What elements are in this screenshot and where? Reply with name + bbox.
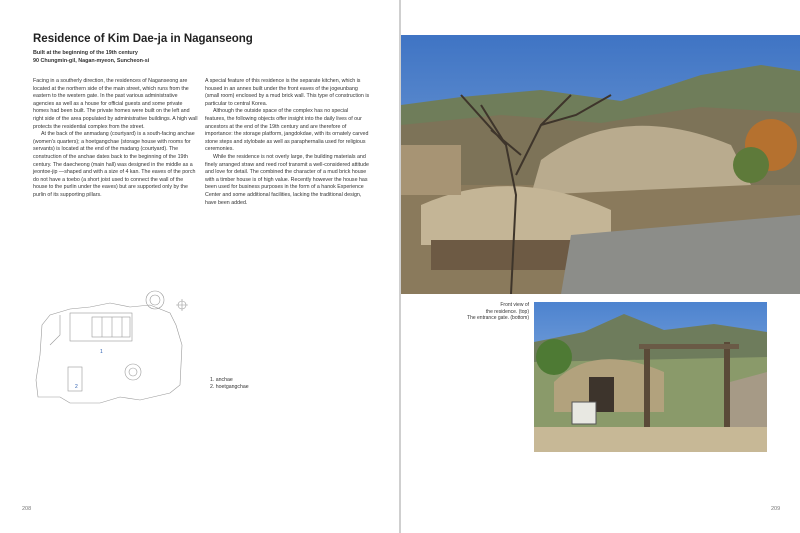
subtitle-date: Built at the beginning of the 19th century [33, 50, 138, 56]
text-column-2 [205, 78, 370, 207]
photo-entrance-gate [534, 302, 767, 452]
page-number-right: 209 [771, 506, 781, 512]
photo-residence-front [401, 35, 800, 294]
photo-caption [451, 302, 529, 322]
paragraph: At the back of the anmadang (courtyard) is a south-facing anchae (women's quarters); a hoetgangchae (storage house with rooms for servants) is located at the end of the madang (courtyard). The construction of the anchae dates back to the beginning of the 19th century. The daecheong (main hall) was designed in the middle as a jeontoe-jip —shaped and with a size of 4 kan. The eaves of the porch do not have a toebo (a short joist used to connect the wall of the house to the purlin under the eaves) but are supported only by the purlin of its supporting pillars. [33, 131, 196, 198]
plan-legend [210, 377, 249, 391]
paragraph: Facing in a southerly direction, the residences of Naganseong are located at the northern side of the main street, which runs from the eastern to the western gate. In the past various administrative agencies as well as a house for official guests and some private homes had been built. The private homes were built on the left and right side of the area populated by administrative buildings. A high wall protects the residential complex from the street. [33, 78, 198, 130]
left-page [0, 0, 399, 533]
caption-line: The entrance gate. (bottom) [467, 315, 529, 322]
caption-line: the residence. (top) [485, 308, 529, 315]
legend-item: 2. hoetgangchae [210, 384, 249, 390]
right-page [401, 0, 800, 533]
plan-label-2: 2 [75, 384, 78, 390]
site-plan-drawing [30, 285, 205, 415]
page-title: Residence of Kim Dae-ja in Naganseong [33, 33, 253, 45]
paragraph: While the residence is not overly large, the building materials and finely arranged straw and reed roof transmit a well-considered attitude and love for detail. The combined the character of a mud brick house with a timber house is of high value. Recently however the house has been used for business purposes in the form of a hanok Experience Center and some additional facilities, lacking the traditional design, have been added. [205, 153, 369, 206]
paragraph: Although the outside space of the complex has no special features, the following objects offer insight into the daily lives of our ancestors at the end of the 19th century and are therefore of importance: the storage platform, jangdokdae, with its ornately carved stone steps and stylobate as well as paraphernalia used for religious ceremonies. [205, 108, 369, 153]
paragraph: A special feature of this residence is the separate kitchen, which is housed in an annex built under the front eaves of the jogeunbang (small room) enclosed by a mud brick wall. This type of construction is particular to central Korea. [205, 78, 370, 107]
legend-item: 1. anchae [210, 377, 233, 383]
page-number-left: 208 [22, 506, 32, 512]
text-column-1 [33, 78, 198, 200]
plan-label-1: 1 [100, 349, 103, 355]
subtitle-address: 90 Chungmin-gil, Nagan-myeon, Suncheon-si [33, 58, 150, 64]
caption-line: Front view of [500, 302, 529, 308]
